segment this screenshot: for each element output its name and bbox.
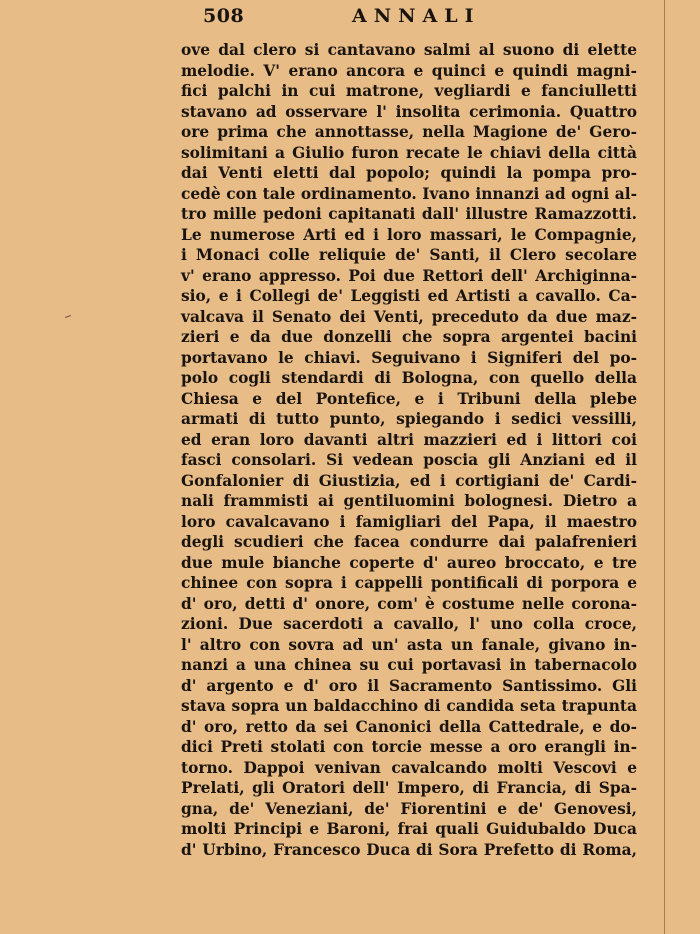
text-line: nali frammisti ai gentiluomini bolognesi. Dietro a	[181, 492, 637, 510]
text-line: melodie. V' erano ancora e quinci e quindi magni-	[181, 61, 637, 80]
text-line: Gonfalonier di Giustizia, ed i cortigiani de' Cardi-	[181, 471, 637, 490]
text-line: gna, de' Veneziani, de' Fiorentini e de' Genovesi,	[181, 799, 637, 818]
text-line: chinee con sopra i cappelli pontificali di porpora e	[181, 574, 637, 592]
text-line: zioni. Due sacerdoti a cavallo, l' uno colla croce,	[181, 615, 637, 633]
text-line: Prelati, gli Oratori dell' Impero, di Francia, di Spa-	[181, 779, 637, 797]
text-line: d' argento e d' oro il Sacramento Santissimo. Gli	[181, 676, 637, 695]
text-line: fasci consolari. Si vedean poscia gli Anziani ed il	[181, 451, 637, 469]
text-line: ed eran loro davanti altri mazzieri ed i littori coi	[181, 430, 637, 449]
body-text	[181, 40, 637, 860]
text-line: ove dal clero si cantavano salmi al suono di elette	[181, 41, 637, 59]
text-line: i Monaci colle reliquie de' Santi, il Clero secolare	[181, 246, 637, 264]
text-line: degli scudieri che facea condurre dai palafrenieri	[181, 533, 637, 551]
text-line: polo cogli stendardi di Bologna, con quello della	[181, 369, 637, 387]
text-line: stava sopra un baldacchino di candida seta trapunta	[181, 697, 637, 715]
text-line: stavano ad osservare l' insolita cerimonia. Quattro	[181, 102, 637, 121]
text-line: valcava il Senato dei Venti, preceduto da due maz-	[181, 307, 637, 326]
text-line: dici Preti stolati con torcie messe a oro erangli in-	[181, 738, 637, 756]
page-edge-rule	[664, 0, 665, 934]
text-line: solimitani a Giulio furon recate le chiavi della città	[181, 143, 637, 162]
text-line: torno. Dappoi venivan cavalcando molti Vescovi e	[181, 758, 637, 777]
text-line: d' Urbino, Francesco Duca di Sora Prefetto di Roma,	[181, 840, 637, 859]
text-line: d' oro, retto da sei Canonici della Cattedrale, e do-	[181, 717, 637, 736]
text-line: due mule bianche coperte d' aureo broccato, e tre	[181, 553, 637, 572]
text-line: sio, e i Collegi de' Leggisti ed Artisti a cavallo. Ca-	[181, 287, 637, 305]
text-line: tro mille pedoni capitanati dall' illustre Ramazzotti.	[181, 205, 637, 223]
running-title: ANNALI	[352, 5, 481, 27]
text-line: dai Venti eletti dal popolo; quindi la pompa pro-	[181, 164, 637, 182]
text-line: nanzi a una chinea su cui portavasi in tabernacolo	[181, 656, 637, 674]
text-line: portavano le chiavi. Seguivano i Signiferi del po-	[181, 348, 637, 367]
page-header	[0, 4, 700, 30]
text-line: Chiesa e del Pontefice, e i Tribuni della plebe	[181, 389, 637, 408]
margin-mark	[65, 315, 71, 318]
text-line: Le numerose Arti ed i loro massari, le Compagnie,	[181, 225, 637, 244]
text-line: zieri e da due donzelli che sopra argentei bacini	[181, 328, 637, 346]
text-line: loro cavalcavano i famigliari del Papa, il maestro	[181, 512, 637, 531]
text-line: cedè con tale ordinamento. Ivano innanzi ad ogni al-	[181, 184, 637, 203]
text-line: ore prima che annottasse, nella Magione de' Gero-	[181, 123, 637, 141]
text-line: armati di tutto punto, spiegando i sedici vessilli,	[181, 410, 637, 428]
page-number: 508	[203, 5, 245, 27]
text-line: d' oro, detti d' onore, com' è costume nelle corona-	[181, 594, 637, 613]
text-line: molti Principi e Baroni, frai quali Guidubaldo Duca	[181, 820, 637, 838]
text-line: v' erano appresso. Poi due Rettori dell' Archiginna-	[181, 266, 637, 285]
text-line: fici palchi in cui matrone, vegliardi e fanciulletti	[181, 82, 637, 100]
text-line: l' altro con sovra ad un' asta un fanale, givano in-	[181, 635, 637, 654]
